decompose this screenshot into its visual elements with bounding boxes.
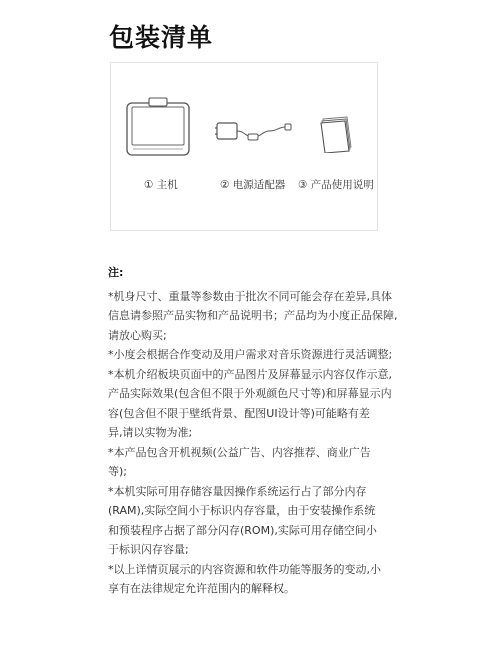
note-line: (RAM),实际空间小于标识内存容量，由于安装操作系统 (108, 504, 376, 517)
note-line: 异,请以实物为准; (108, 426, 193, 439)
item-label-power-adapter: ② 电源适配器 (220, 179, 286, 191)
note-line: 容(包含但不限于壁纸背景、配图UI设计等)可能略有差 (108, 406, 370, 420)
note-line: 和预装程序占据了部分闪存(ROM),实际可用存储空间小 (108, 523, 377, 537)
note-line: *本机实际可用存储容量因操作系统运行占了部分内存 (108, 484, 367, 498)
note-line: 请放心购买; (108, 328, 167, 342)
note-line: 等); (108, 465, 127, 478)
package-contents-box (110, 62, 378, 231)
manual-booklet-icon (319, 113, 353, 153)
item-label-manual: ③ 产品使用说明 (298, 179, 374, 191)
power-adapter-icon (215, 117, 295, 143)
notes-title: 注: (108, 266, 124, 279)
speaker-device-icon (125, 95, 191, 157)
item-label-main-unit: ① 主机 (144, 179, 178, 191)
note-line: *小度会根据合作变动及用户需求对音乐资源进行灵活调整; (108, 348, 393, 361)
note-line: 享有在法律规定允许范围内的解释权。 (108, 582, 295, 595)
note-line: *本产品包含开机视频(公益广告、内容推荐、商业广告 (108, 445, 371, 459)
note-line: 于标识闪存容量; (108, 543, 189, 556)
note-line: *本机介绍板块页面中的产品图片及屏幕显示内容仅作示意, (108, 367, 392, 381)
note-line: 产品实际效果(包含但不限于外观颜色尺寸等)和屏幕显示内 (108, 387, 392, 400)
notes-section (108, 263, 398, 599)
page-title: 包装清单 (109, 23, 214, 52)
note-line: 信息请参照产品实物和产品说明书；产品均为小度正品保障, (108, 309, 398, 322)
note-line: *以上详情页展示的内容资源和软件功能等服务的变动,小 (108, 562, 381, 576)
note-line: *机身尺寸、重量等参数由于批次不同可能会存在差异,具体 (108, 289, 392, 303)
